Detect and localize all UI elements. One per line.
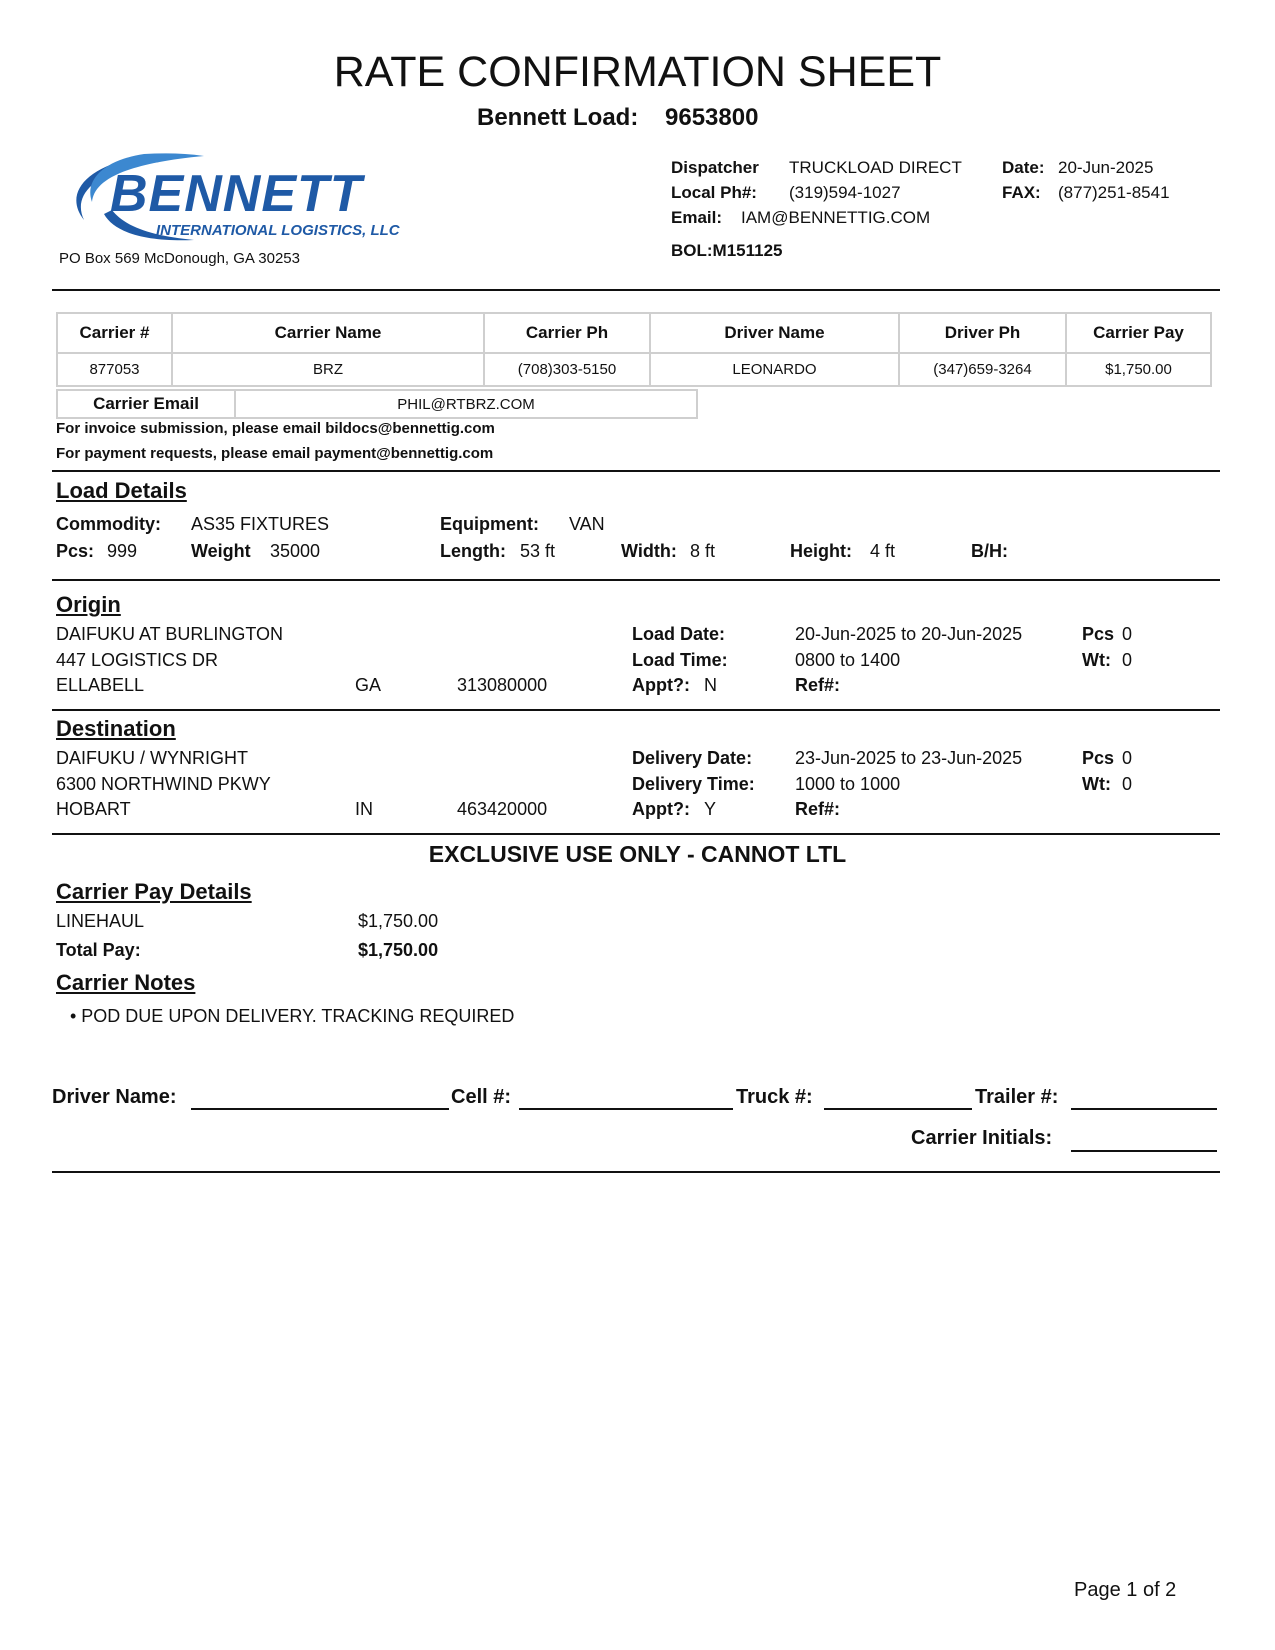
driver-name-label: Driver Name: bbox=[52, 1086, 177, 1108]
destination-time-value: 1000 to 1000 bbox=[795, 774, 901, 794]
destination-wt-value: 0 bbox=[1122, 774, 1133, 794]
height-value: 4 ft bbox=[870, 541, 896, 561]
page-title: RATE CONFIRMATION SHEET bbox=[333, 48, 942, 96]
carrier-notes-heading: Carrier Notes bbox=[56, 970, 196, 995]
logo-name: BENNETT bbox=[110, 165, 363, 223]
destination-appt-label: Appt?: bbox=[632, 799, 690, 819]
destination-date-value: 23-Jun-2025 to 23-Jun-2025 bbox=[795, 748, 1023, 768]
origin-heading: Origin bbox=[56, 592, 121, 617]
origin-date-label: Load Date: bbox=[632, 624, 726, 644]
dispatcher-value: TRUCKLOAD DIRECT bbox=[789, 158, 962, 177]
length-label: Length: bbox=[440, 541, 506, 561]
logo-subtitle: INTERNATIONAL LOGISTICS, LLC bbox=[156, 222, 400, 239]
height-label: Height: bbox=[790, 541, 852, 561]
load-label: Bennett Load: bbox=[477, 104, 639, 131]
trailer-label: Trailer #: bbox=[975, 1086, 1059, 1108]
divider bbox=[52, 833, 1220, 835]
company-logo bbox=[64, 150, 464, 250]
carrier-email-value: PHIL@RTBRZ.COM bbox=[397, 396, 535, 413]
company-address: PO Box 569 McDonough, GA 30253 bbox=[59, 250, 300, 267]
carrier-table bbox=[56, 312, 1212, 387]
origin-zip: 313080000 bbox=[457, 675, 548, 695]
payment-note: For payment requests, please email payment@bennettig.com bbox=[56, 445, 494, 462]
cell-line[interactable] bbox=[519, 1108, 733, 1110]
linehaul-value: $1,750.00 bbox=[358, 911, 439, 931]
bol-number: BOL:M151125 bbox=[671, 241, 783, 260]
divider bbox=[52, 1171, 1220, 1173]
trailer-line[interactable] bbox=[1071, 1108, 1217, 1110]
linehaul-label: LINEHAUL bbox=[56, 911, 145, 931]
origin-wt-label: Wt: bbox=[1082, 650, 1111, 670]
origin-time-label: Load Time: bbox=[632, 650, 728, 670]
header-carrier-pay: Carrier Pay bbox=[1066, 313, 1211, 353]
driver-name-line[interactable] bbox=[191, 1108, 449, 1110]
carrier-number: 877053 bbox=[57, 353, 172, 386]
truck-label: Truck #: bbox=[736, 1086, 813, 1108]
pay-details-heading: Carrier Pay Details bbox=[56, 879, 252, 904]
width-label: Width: bbox=[621, 541, 677, 561]
invoice-note: For invoice submission, please email bildocs@bennettig.com bbox=[56, 420, 495, 437]
carrier-initials-label: Carrier Initials: bbox=[911, 1127, 1053, 1149]
origin-time-value: 0800 to 1400 bbox=[795, 650, 901, 670]
driver-phone: (347)659-3264 bbox=[899, 353, 1066, 386]
total-pay-value: $1,750.00 bbox=[358, 940, 439, 960]
date-value: 20-Jun-2025 bbox=[1058, 158, 1154, 177]
destination-state: IN bbox=[355, 799, 373, 819]
fax-value: (877)251-8541 bbox=[1058, 183, 1170, 202]
date-label: Date: bbox=[1002, 158, 1045, 177]
divider bbox=[52, 289, 1220, 291]
equipment-value: VAN bbox=[569, 514, 605, 534]
carrier-email-box bbox=[56, 389, 698, 419]
weight-value: 35000 bbox=[270, 541, 321, 561]
origin-state: GA bbox=[355, 675, 382, 695]
destination-pcs-value: 0 bbox=[1122, 748, 1133, 768]
truck-line[interactable] bbox=[824, 1108, 972, 1110]
load-details-heading: Load Details bbox=[56, 478, 187, 503]
destination-time-label: Delivery Time: bbox=[632, 774, 755, 794]
destination-appt-value: Y bbox=[704, 799, 717, 819]
equipment-label: Equipment: bbox=[440, 514, 539, 534]
email-label: Email: bbox=[671, 208, 723, 227]
commodity-label: Commodity: bbox=[56, 514, 161, 534]
destination-city: HOBART bbox=[56, 799, 131, 819]
divider bbox=[52, 579, 1220, 581]
carrier-initials-line[interactable] bbox=[1071, 1150, 1217, 1152]
pcs-value: 999 bbox=[107, 541, 138, 561]
carrier-email-label: Carrier Email bbox=[58, 391, 236, 417]
bh-label: B/H: bbox=[971, 541, 1008, 561]
total-pay-label: Total Pay: bbox=[56, 940, 141, 960]
destination-wt-label: Wt: bbox=[1082, 774, 1111, 794]
commodity-value: AS35 FIXTURES bbox=[191, 514, 330, 534]
destination-ref-label: Ref#: bbox=[795, 799, 841, 819]
destination-heading: Destination bbox=[56, 716, 176, 741]
header-driver-name: Driver Name bbox=[650, 313, 899, 353]
destination-street: 6300 NORTHWIND PKWY bbox=[56, 774, 271, 794]
destination-pcs-label: Pcs bbox=[1082, 748, 1115, 768]
destination-date-label: Delivery Date: bbox=[632, 748, 753, 768]
origin-appt-value: N bbox=[704, 675, 717, 695]
cell-label: Cell #: bbox=[451, 1086, 512, 1108]
origin-appt-label: Appt?: bbox=[632, 675, 690, 695]
page-number: Page 1 of 2 bbox=[1074, 1579, 1177, 1601]
carrier-pay: $1,750.00 bbox=[1066, 353, 1211, 386]
load-number: 9653800 bbox=[665, 104, 759, 131]
fax-label: FAX: bbox=[1002, 183, 1041, 202]
list-item: • POD DUE UPON DELIVERY. TRACKING REQUIRED bbox=[70, 1006, 515, 1026]
header-carrier-number: Carrier # bbox=[57, 313, 172, 353]
length-value: 53 ft bbox=[520, 541, 556, 561]
divider bbox=[52, 709, 1220, 711]
weight-label: Weight bbox=[191, 541, 251, 561]
origin-pcs-label: Pcs bbox=[1082, 624, 1115, 644]
origin-street: 447 LOGISTICS DR bbox=[56, 650, 219, 670]
local-ph-value: (319)594-1027 bbox=[789, 183, 901, 202]
local-ph-label: Local Ph#: bbox=[671, 183, 757, 202]
origin-wt-value: 0 bbox=[1122, 650, 1133, 670]
header-driver-phone: Driver Ph bbox=[899, 313, 1066, 353]
header-carrier-name: Carrier Name bbox=[172, 313, 484, 353]
origin-city: ELLABELL bbox=[56, 675, 145, 695]
header-carrier-phone: Carrier Ph bbox=[484, 313, 650, 353]
destination-zip: 463420000 bbox=[457, 799, 548, 819]
exclusive-use-note: EXCLUSIVE USE ONLY - CANNOT LTL bbox=[428, 841, 847, 867]
carrier-table-header bbox=[57, 313, 1211, 353]
destination-name: DAIFUKU / WYNRIGHT bbox=[56, 748, 248, 768]
origin-pcs-value: 0 bbox=[1122, 624, 1133, 644]
divider bbox=[52, 470, 1220, 472]
carrier-phone: (708)303-5150 bbox=[484, 353, 650, 386]
origin-name: DAIFUKU AT BURLINGTON bbox=[56, 624, 284, 644]
origin-date-value: 20-Jun-2025 to 20-Jun-2025 bbox=[795, 624, 1023, 644]
pcs-label: Pcs: bbox=[56, 541, 95, 561]
carrier-name: BRZ bbox=[172, 353, 484, 386]
origin-ref-label: Ref#: bbox=[795, 675, 841, 695]
width-value: 8 ft bbox=[690, 541, 716, 561]
email-value: IAM@BENNETTIG.COM bbox=[741, 208, 931, 227]
dispatcher-label: Dispatcher bbox=[671, 158, 759, 177]
table-row bbox=[57, 353, 1211, 386]
driver-name: LEONARDO bbox=[650, 353, 899, 386]
